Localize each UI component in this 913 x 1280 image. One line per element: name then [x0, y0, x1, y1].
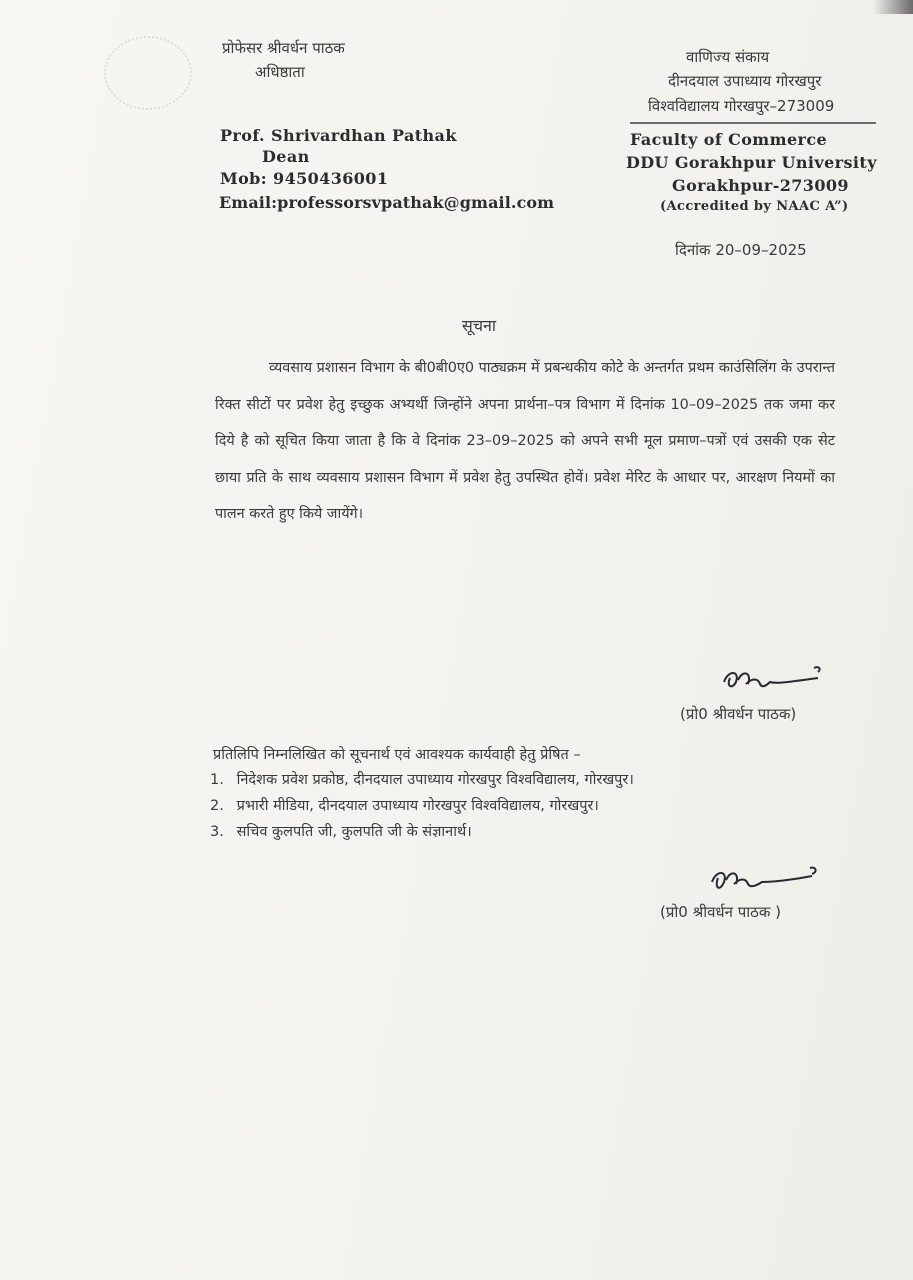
header-en-name: Prof. Shrivardhan Pathak	[220, 126, 457, 145]
header-en-university: DDU Gorakhpur University	[626, 153, 877, 172]
signature-mark-1	[718, 660, 830, 700]
header-en-title: Dean	[262, 147, 310, 166]
header-hindi-city: विश्वविद्यालय गोरखपुर–273009	[648, 97, 835, 115]
copy-to-item-2	[210, 795, 599, 815]
header-en-accreditation: (Accredited by NAAC A”)	[660, 199, 849, 214]
copy-to-intro: प्रतिलिपि निम्नलिखित को सूचनार्थ एवं आवश्यक कार्यवाही हेतु प्रेषित –	[213, 747, 581, 763]
header-en-faculty: Faculty of Commerce	[630, 130, 828, 149]
copy-to-item-number: 2.	[210, 798, 224, 814]
header-divider	[630, 122, 876, 124]
copy-to-item-1	[210, 769, 634, 789]
copy-to-item-3	[210, 821, 472, 841]
copy-to-item-number: 1.	[210, 772, 224, 788]
copy-to-item-text: प्रभारी मीडिया, दीनदयाल उपाध्याय गोरखपुर विश्वविद्यालय, गोरखपुर।	[236, 798, 599, 814]
signature-name-2: (प्रो0 श्रीवर्धन पाठक )	[660, 903, 782, 921]
header-hindi-title: अधिष्ठाता	[255, 63, 305, 81]
copy-to-item-text: निदेशक प्रवेश प्रकोष्ठ, दीनदयाल उपाध्याय गोरखपुर विश्वविद्यालय, गोरखपुर।	[236, 772, 634, 788]
notice-body: व्यवसाय प्रशासन विभाग के बी0बी0ए0 पाठ्यक्रम में प्रबन्धकीय कोटे के अन्तर्गत प्रथम काउंसिलिंग के उपरान्त रिक्त सीटों पर प्रवेश हेतु इच्छुक अभ्यर्थी जिन्होंने अपना प्रार्थना–पत्र विभाग में दिनांक 10–09–2025 तक जमा कर दिये है को सूचित किया जाता है कि वे दिनांक 23–09–2025 को अपने सभी मूल प्रमाण–पत्रों एवं उसकी एक सेट छाया प्रति के साथ व्यवसाय प्रशासन विभाग में प्रवेश हेतु उपस्थित होवें। प्रवेश मेरिट के आधार पर, आरक्षण नियमों का पालन करते हुए किये जायेंगे।	[215, 360, 835, 522]
header-hindi-faculty: वाणिज्य संकाय	[686, 48, 770, 66]
header-en-email: Email:professorsvpathak@gmail.com	[219, 193, 555, 212]
signature-mark-2	[706, 862, 826, 902]
header-en-mobile: Mob: 9450436001	[220, 169, 389, 188]
letter-date: दिनांक 20–09–2025	[675, 241, 807, 259]
header-hindi-name: प्रोफेसर श्रीवर्धन पाठक	[222, 39, 345, 57]
copy-to-item-number: 3.	[210, 824, 224, 840]
signature-name-1: (प्रो0 श्रीवर्धन पाठक)	[680, 705, 797, 723]
copy-to-item-text: सचिव कुलपति जी, कुलपति जी के संज्ञानार्थ।	[236, 824, 472, 840]
scan-corner-shadow	[873, 0, 913, 14]
header-en-city: Gorakhpur-273009	[672, 176, 849, 195]
notice-title: सूचना	[462, 316, 497, 335]
faint-seal-mark	[104, 36, 192, 110]
header-hindi-university: दीनदयाल उपाध्याय गोरखपुर	[668, 72, 822, 90]
